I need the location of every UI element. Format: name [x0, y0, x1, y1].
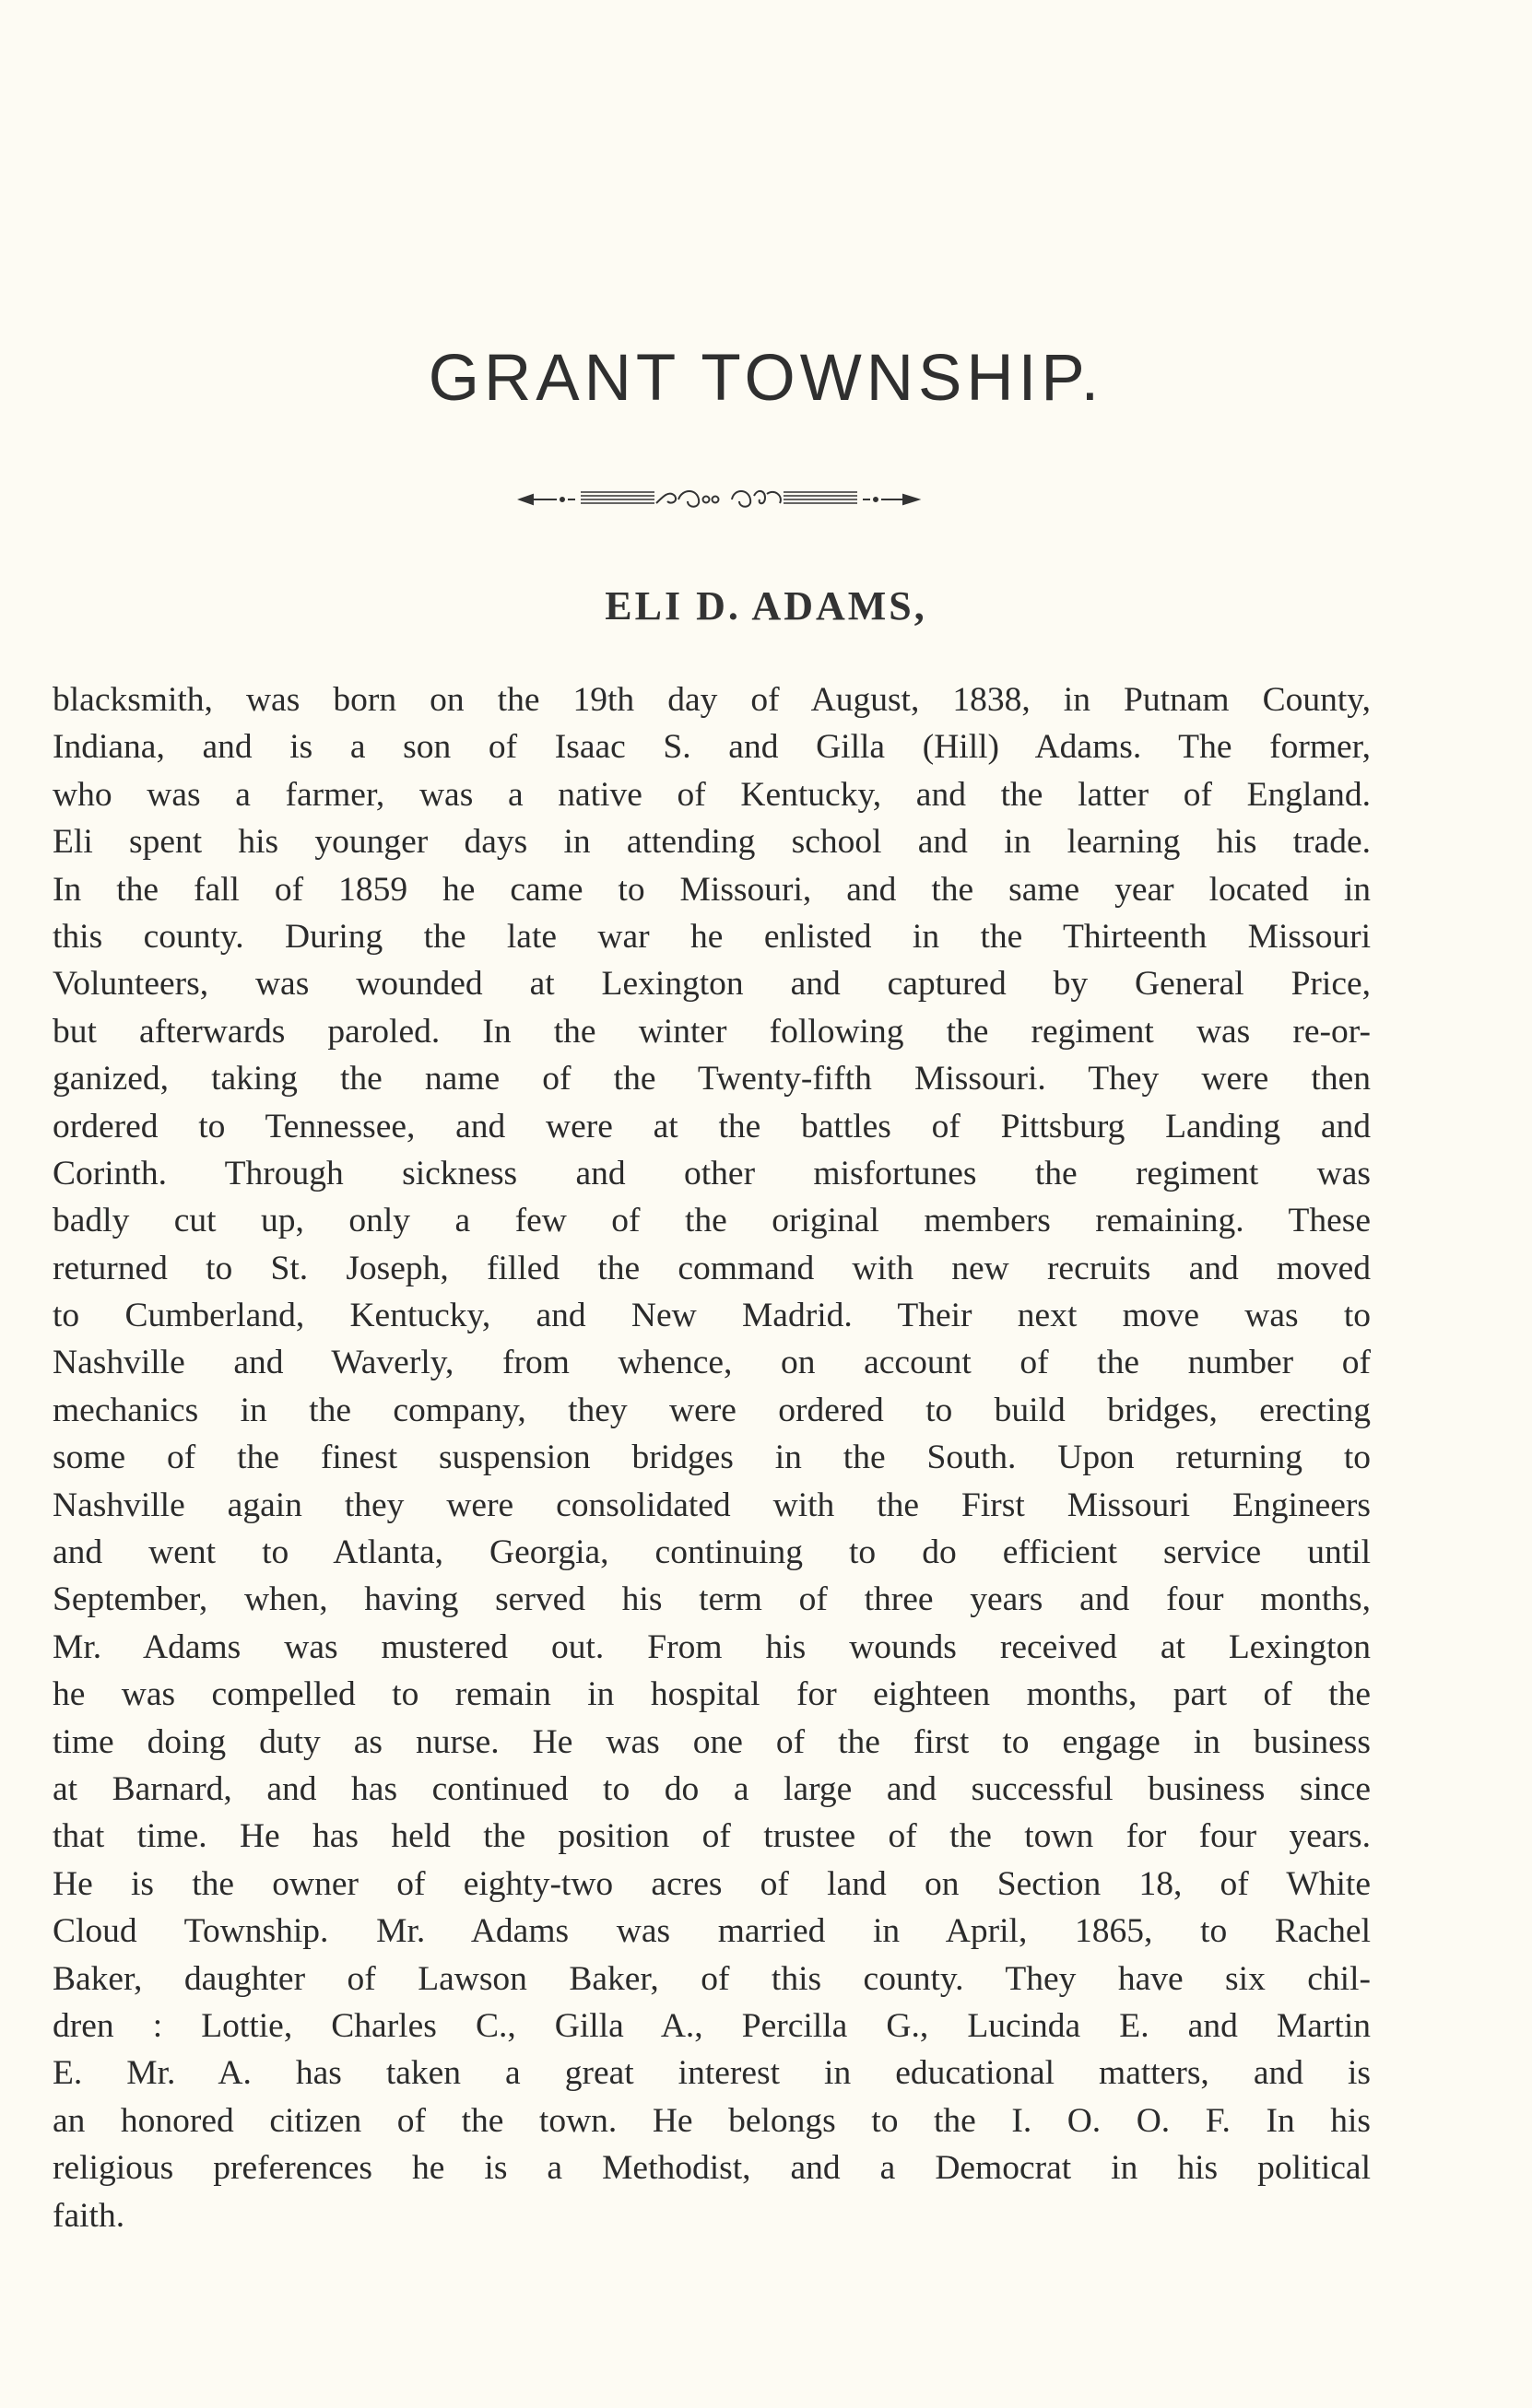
text-line: he was compelled to remain in hospital for eighteen months, part of the [53, 1675, 1371, 1714]
text-line: Eli spent his younger days in attending school and in learning his trade. [53, 823, 1371, 862]
text-line: September, when, having served his term of three years and four months, [53, 1580, 1371, 1619]
text-line: at Barnard, and has continued to do a large and successful business since [53, 1769, 1371, 1808]
text-line: In the fall of 1859 he came to Missouri, and the same year located in [53, 870, 1371, 909]
text-line: mechanics in the company, they were ordered to build bridges, erecting [53, 1391, 1371, 1429]
text-line: but afterwards paroled. In the winter following the regiment was re-or- [53, 1012, 1371, 1051]
text-line: Nashville again they were consolidated with the First Missouri Engineers [53, 1486, 1371, 1524]
text-line: and went to Atlanta, Georgia, continuing to do efficient service until [53, 1533, 1371, 1572]
text-line: E. Mr. A. has taken a great interest in educational matters, and is [53, 2054, 1371, 2093]
subject-name: ELI D. ADAMS, [605, 583, 927, 628]
text-line: some of the finest suspension bridges in the South. Upon returning to [53, 1439, 1371, 1477]
text-line: this county. During the late war he enlisted in the Thirteenth Missouri [53, 917, 1371, 956]
text-line: ganized, taking the name of the Twenty-fifth Missouri. They were then [53, 1060, 1371, 1098]
text-line: faith. [53, 2196, 125, 2235]
text-line: dren : Lottie, Charles C., Gilla A., Percilla G., Lucinda E. and Martin [53, 2006, 1371, 2045]
biography-text [53, 676, 1371, 2239]
text-line: religious preferences he is a Methodist, and a Democrat in his political [53, 2149, 1371, 2188]
text-line: Baker, daughter of Lawson Baker, of this county. They have six chil- [53, 1959, 1371, 1998]
text-line: Cloud Township. Mr. Adams was married in April, 1865, to Rachel [53, 1912, 1371, 1951]
text-line: blacksmith, was born on the 19th day of August, 1838, in Putnam County, [53, 681, 1371, 719]
text-line: an honored citizen of the town. He belongs to the I. O. O. F. In his [53, 2101, 1371, 2140]
text-line: Volunteers, was wounded at Lexington and captured by General Price, [53, 965, 1371, 1004]
text-line: who was a farmer, was a native of Kentucky, and the latter of England. [53, 775, 1371, 814]
text-line: Mr. Adams was mustered out. From his wounds received at Lexington [53, 1627, 1371, 1666]
text-line: time doing duty as nurse. He was one of the first to engage in business [53, 1722, 1371, 1761]
chapter-title: GRANT TOWNSHIP. [428, 342, 1104, 415]
text-line: He is the owner of eighty-two acres of land on Section 18, of White [53, 1864, 1371, 1903]
text-line: badly cut up, only a few of the original members remaining. These [53, 1202, 1371, 1240]
text-line: Indiana, and is a son of Isaac S. and Gilla (Hill) Adams. The former, [53, 728, 1371, 767]
text-line: Corinth. Through sickness and other misfortunes the regiment was [53, 1154, 1371, 1192]
text-line: ordered to Tennessee, and were at the battles of Pittsburg Landing and [53, 1107, 1371, 1145]
text-line: returned to St. Joseph, filled the command with new recruits and moved [53, 1249, 1371, 1287]
decorative-rule-icon [516, 479, 922, 520]
text-line: to Cumberland, Kentucky, and New Madrid. Their next move was to [53, 1297, 1371, 1335]
text-line: that time. He has held the position of trustee of the town for four years. [53, 1817, 1371, 1856]
text-line: Nashville and Waverly, from whence, on account of the number of [53, 1344, 1371, 1382]
